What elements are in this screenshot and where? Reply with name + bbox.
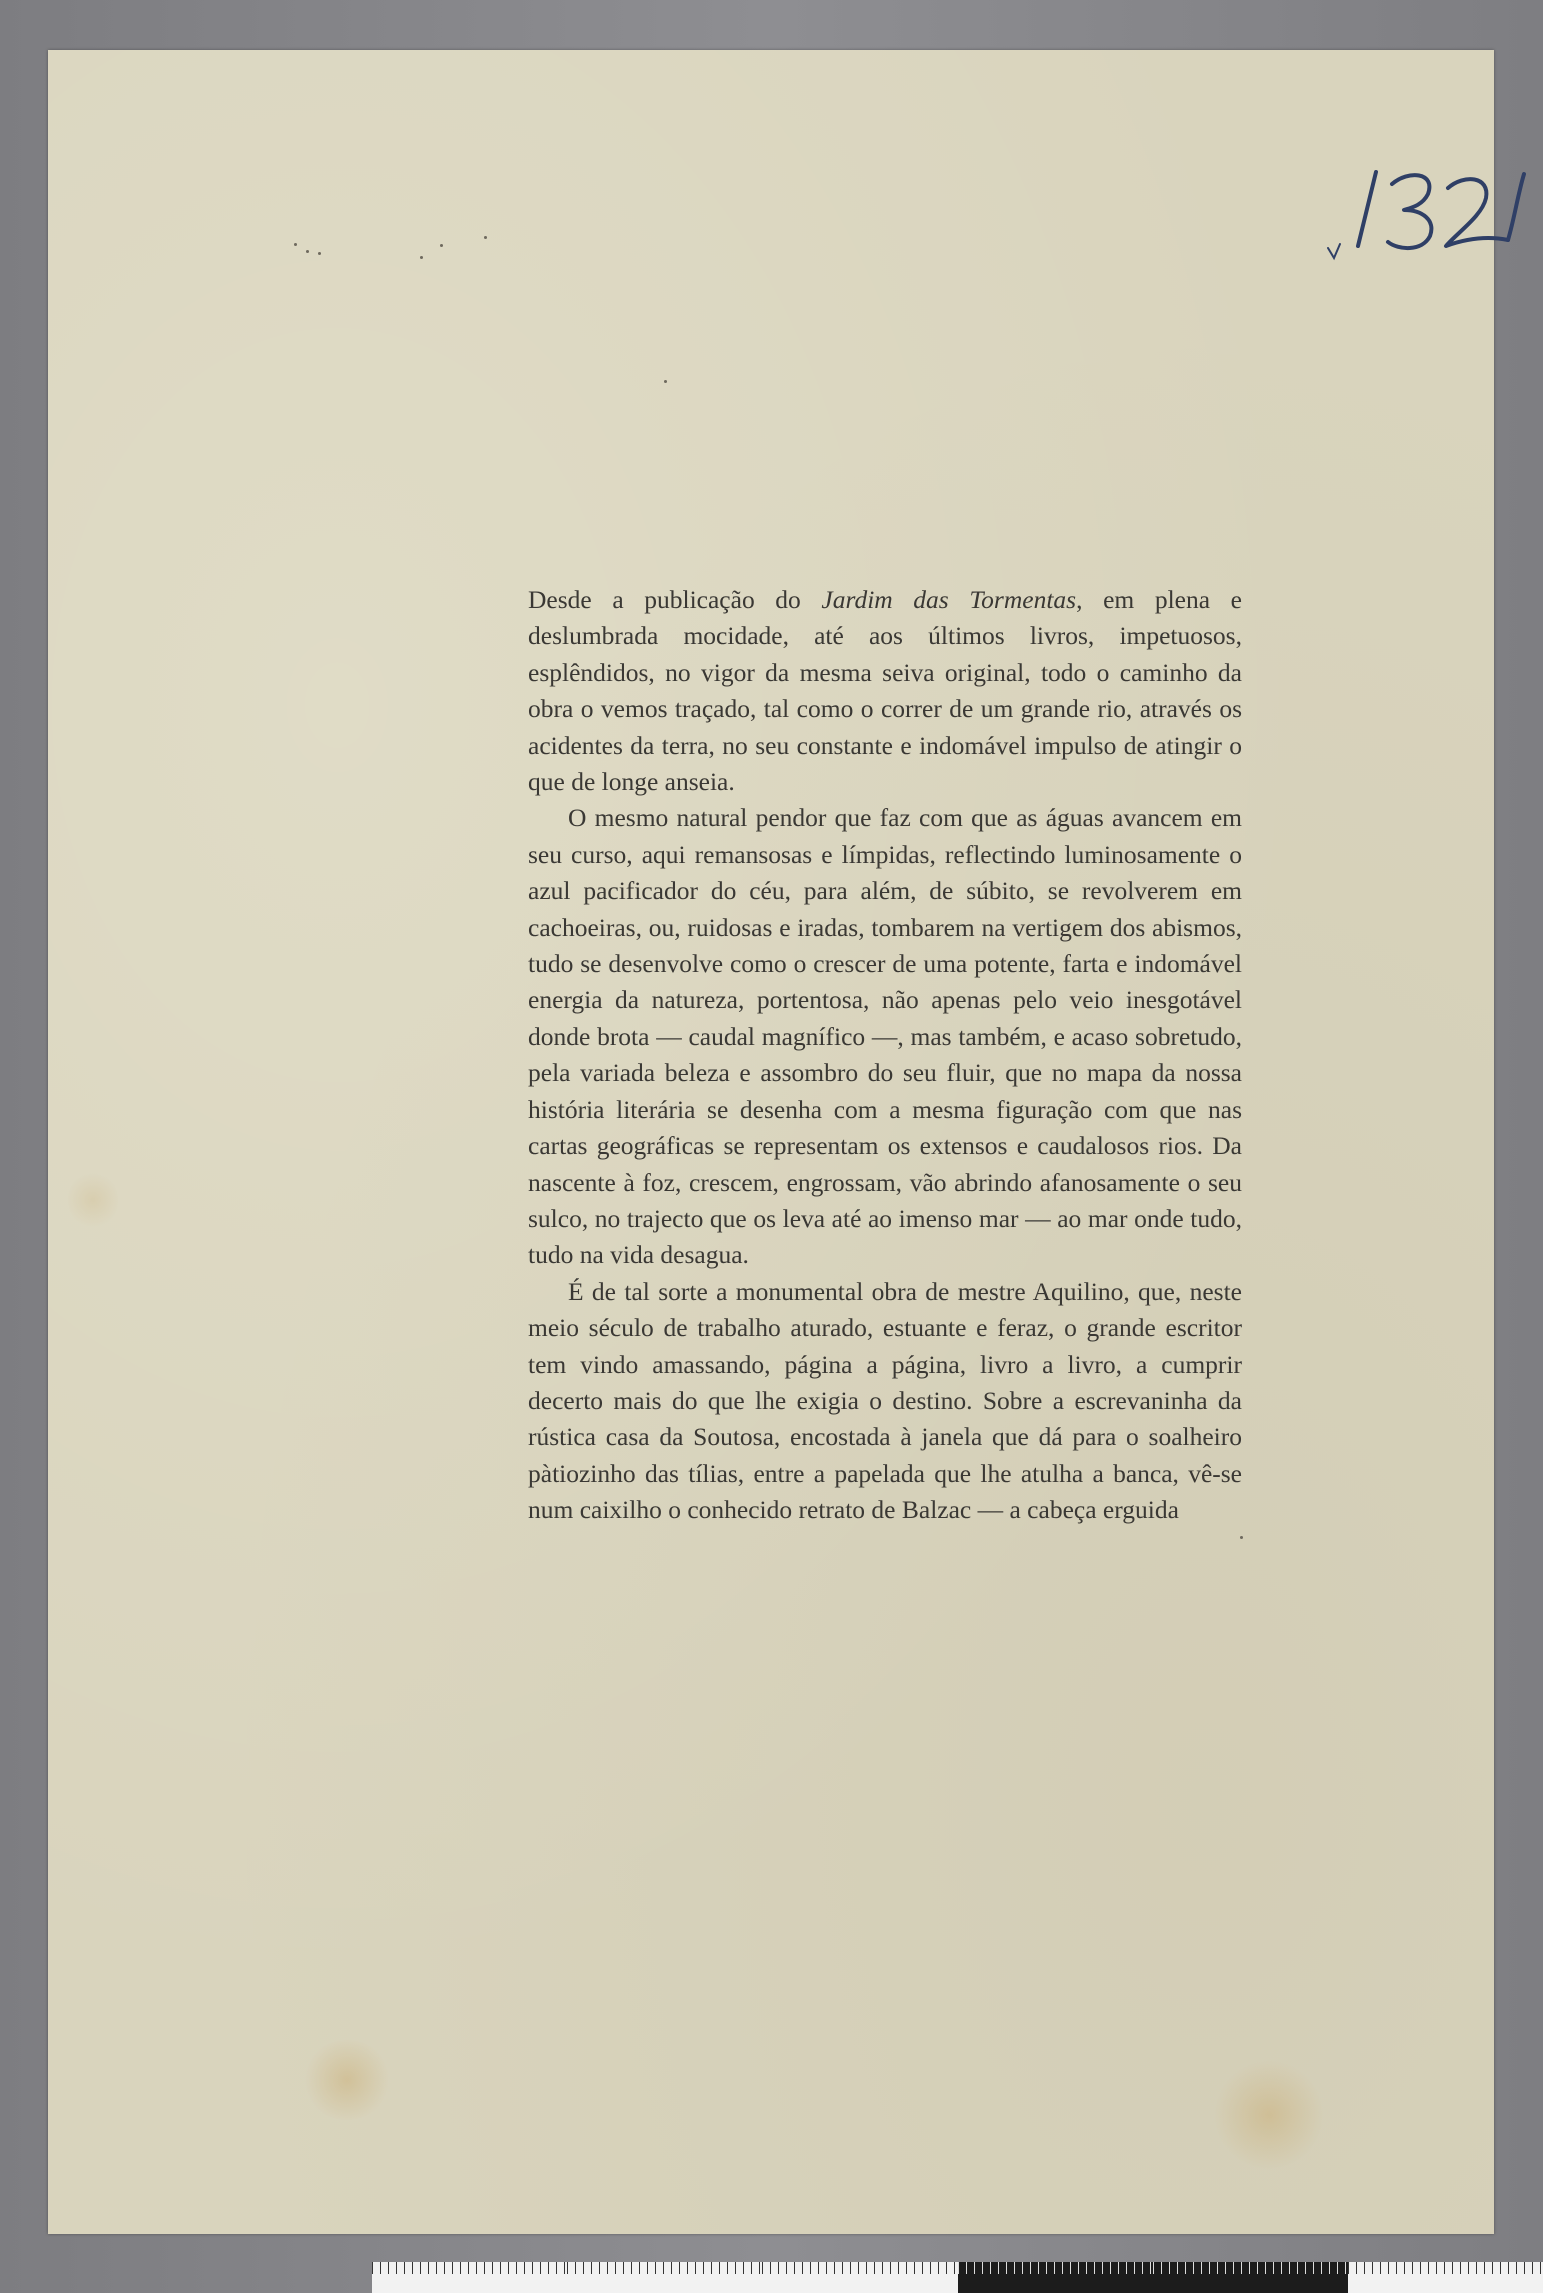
text-run: É de tal sorte a monumental obra de mestre Aquilino, que, neste meio século de trabalho aturado, estuante e feraz, o grande escritor tem vindo amassando, página a página, livro a livro, a cumprir decerto mais do que lhe exigia o destino. Sobre a escrevaninha da rústica casa da Soutosa, encostada à janela que dá para o soalheiro pàtiozinho das tílias, entre a papelada que lhe atulha a banca, vê-se num caixilho o conhecido retrato de Balzac — a cabeça erguida [528, 1276, 1242, 1525]
ruler-segment-light [1348, 2262, 1543, 2293]
folio-number-handwritten [1318, 154, 1528, 264]
book-title: Jardim das Tormentas [821, 585, 1077, 614]
ruler-segment-dark [958, 2262, 1153, 2293]
foxing-stain [1214, 2060, 1324, 2170]
ruler-segment-dark [1153, 2262, 1348, 2293]
paper-speck [294, 243, 297, 246]
paper-speck [318, 252, 321, 255]
foxing-stain [302, 2040, 392, 2120]
ruler-segment-light [762, 2262, 957, 2293]
paper-speck [484, 236, 487, 239]
text-run: Desde a publicação do [528, 585, 822, 614]
paper-speck [440, 244, 443, 247]
ruler-segment-light [372, 2262, 567, 2293]
paper-speck [420, 256, 423, 259]
paper-speck [664, 380, 667, 383]
paragraph [528, 582, 1242, 800]
text-run: O mesmo natural pendor que faz com que as águas avancem em seu curso, aqui remansosas e límpidas, reflectindo luminosamente o azul pacificador do céu, para além, de súbito, se revolverem em cachoeiras, ou, ruidosas e iradas, tombarem na vertigem dos abismos, tudo se desenvolve como o crescer de uma potente, farta e indomável energia da natureza, portentosa, não apenas pelo veio inesgotável donde brota — caudal magnífico —, mas também, e acaso sobretudo, pela variada beleza e assombro do seu fluir, que no mapa da nossa história literária se desenha com a mesma figuração com que nas cartas geográficas se representam os extensos e caudalosos rios. Da nascente à foz, crescem, engrossam, vão abrindo afanosamente o seu sulco, no trajecto que os leva até ao imenso mar — ao mar onde tudo, tudo na vida desagua. [528, 803, 1242, 1270]
paper-speck [306, 250, 309, 253]
ruler-segment-light [567, 2262, 762, 2293]
foxing-stain [68, 1170, 118, 1230]
paragraph [528, 800, 1242, 1273]
text-run: , em plena e deslumbrada mocidade, até aos últimos livros, impetuosos, esplêndidos, no vigor da mesma seiva original, todo o caminho da obra o vemos traçado, tal como o correr de um grande rio, através os acidentes da terra, no seu constante e indomável impulso de atingir o que de longe anseia. [528, 585, 1242, 797]
calibration-ruler [372, 2262, 1543, 2293]
paper-speck [1240, 1536, 1243, 1539]
paper-sheet [48, 50, 1494, 2234]
paragraph [528, 1274, 1242, 1529]
body-text [528, 582, 1242, 1529]
